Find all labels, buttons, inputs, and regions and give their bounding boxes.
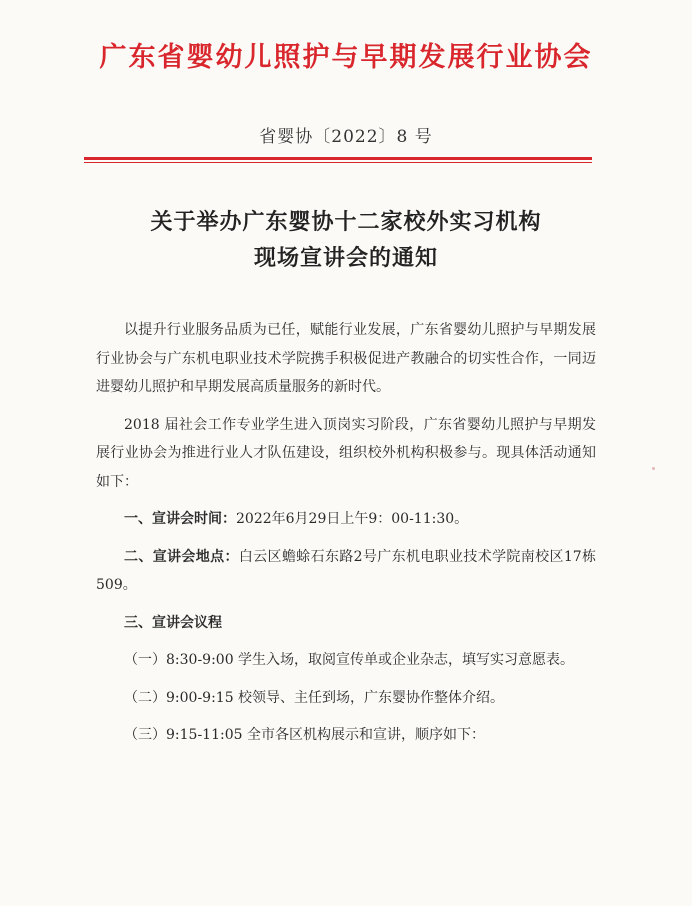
stray-mark (652, 467, 655, 470)
agenda-item-2: （二）9:00-9:15 校领导、主任到场，广东婴协作整体介绍。 (124, 689, 505, 706)
item-time-value: 2022年6月29日上午9：00-11:30。 (236, 511, 469, 527)
paragraph-intro: 以提升行业服务品质为已任，赋能行业发展，广东省婴幼儿照护与早期发展行业协会与广东机电职业技术学院携手积极促进产教融合的切实性合作，一同迈进婴幼儿照护和早期发展高质量服务的新时代。 (96, 322, 596, 395)
notice-title (0, 204, 692, 276)
item-time (96, 505, 596, 534)
red-divider-thin (84, 162, 592, 163)
title-line-1: 关于举办广东婴协十二家校外实习机构 (150, 209, 542, 235)
agenda-item-1: （一）8:30-9:00 学生入场，取阅宣传单或企业杂志，填写实习意愿表。 (124, 652, 575, 668)
item-agenda-heading (96, 609, 596, 638)
item-agenda-label: 三、宣讲会议程 (124, 614, 222, 631)
red-divider (84, 157, 592, 160)
paragraph-students: 2018 届社会工作专业学生进入顶岗实习阶段，广东省婴幼儿照护与早期发展行业协会为推进行业人才队伍建设，组织校外机构积极参与。现具体活动通知如下： (96, 416, 596, 490)
item-location-label: 二、宣讲会地点： (124, 548, 239, 565)
item-location (96, 543, 596, 600)
item-time-label: 一、宣讲会时间： (124, 511, 236, 527)
title-line-2: 现场宣讲会的通知 (253, 245, 438, 271)
agenda-item-3: （三）9:15-11:05 全市各区机构展示和宣讲，顺序如下： (124, 727, 485, 743)
document-number: 省婴协〔2022〕8 号 (259, 127, 433, 147)
organization-header: 广东省婴幼儿照护与早期发展行业协会 (99, 42, 593, 73)
notice-body (96, 316, 596, 759)
item-location-value: 白云区蟾蜍石东路2号广东机电职业技术学院南校区17栋509。 (96, 548, 596, 593)
